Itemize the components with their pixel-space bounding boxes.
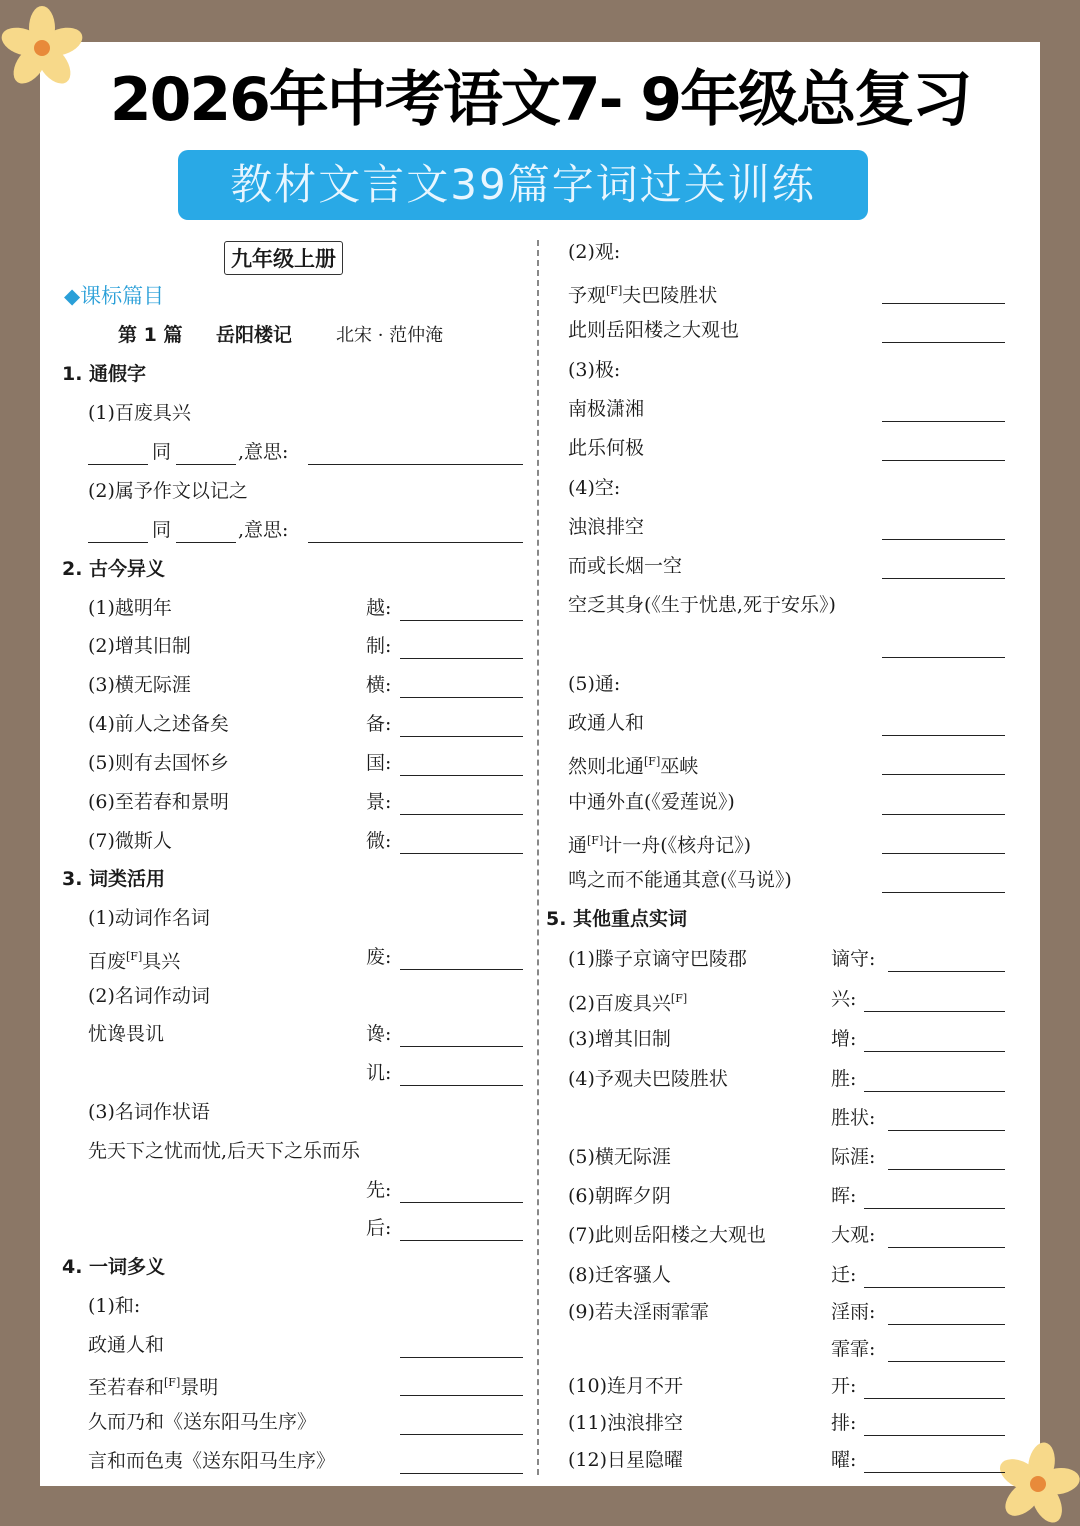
key-label: 讥: <box>366 1062 392 1084</box>
answer-blank[interactable] <box>176 542 236 543</box>
answer-blank[interactable] <box>882 303 1005 304</box>
page-title: 2026年中考语文7- 9年级总复习 <box>109 65 971 135</box>
subsection-label: (4)空: <box>568 477 621 499</box>
key-label: 谪守: <box>831 948 876 970</box>
example-sentence: 然则北通[F]巫峡 <box>568 755 699 778</box>
meaning-label: ,意思: <box>238 519 289 541</box>
answer-blank[interactable] <box>882 342 1005 343</box>
answer-blank[interactable] <box>308 464 523 465</box>
key-label: 景: <box>366 791 392 813</box>
key-label: 晖: <box>831 1185 857 1207</box>
question-item: (4)前人之述备矣 <box>88 713 229 735</box>
question-item: (3)增其旧制 <box>568 1028 671 1050</box>
key-label: 废: <box>366 946 392 968</box>
example-sentence: 此乐何极 <box>568 437 645 459</box>
meaning-label: ,意思: <box>238 441 289 463</box>
answer-blank[interactable] <box>888 1361 1005 1362</box>
tong-label: 同 <box>152 519 172 541</box>
key-label: 胜: <box>831 1068 857 1090</box>
answer-blank[interactable] <box>864 1287 1005 1288</box>
answer-blank[interactable] <box>400 620 523 621</box>
answer-blank[interactable] <box>888 971 1005 972</box>
answer-blank[interactable] <box>400 775 523 776</box>
section-heading: 1. 通假字 <box>62 363 147 385</box>
answer-blank[interactable] <box>400 1085 523 1086</box>
subsection-label: (1)动词作名词 <box>88 907 210 929</box>
example-sentence: 百废[F]具兴 <box>88 950 181 973</box>
question-item: (6)朝晖夕阴 <box>568 1185 671 1207</box>
example-sentence: 浊浪排空 <box>568 516 645 538</box>
tong-label: 同 <box>152 441 172 463</box>
answer-blank[interactable] <box>400 1046 523 1047</box>
answer-blank[interactable] <box>400 697 523 698</box>
question-item: (5)横无际涯 <box>568 1146 671 1168</box>
answer-blank[interactable] <box>400 969 523 970</box>
grade-label: 九年级上册 <box>224 241 343 275</box>
key-label: 微: <box>366 830 392 852</box>
answer-blank[interactable] <box>864 1435 1005 1436</box>
example-sentence: 政通人和 <box>568 712 645 734</box>
key-label: 越: <box>366 597 392 619</box>
subsection-label: (3)名词作状语 <box>88 1101 210 1123</box>
answer-blank[interactable] <box>400 1240 523 1241</box>
lesson-author: 北宋 · 范仲淹 <box>336 325 444 346</box>
subsection-label: (1)和: <box>88 1295 141 1317</box>
example-sentence: 至若春和[F]景明 <box>88 1376 219 1399</box>
question-item: (6)至若春和景明 <box>88 791 229 813</box>
answer-blank[interactable] <box>88 464 148 465</box>
key-label: 备: <box>366 713 392 735</box>
example-sentence: 南极潇湘 <box>568 398 645 420</box>
example-sentence: 鸣之而不能通其意(《马说》) <box>568 869 792 891</box>
answer-blank[interactable] <box>882 657 1005 658</box>
question-item: (3)横无际涯 <box>88 674 191 696</box>
answer-blank[interactable] <box>882 892 1005 893</box>
answer-blank[interactable] <box>888 1130 1005 1131</box>
subsection-label: (5)通: <box>568 673 621 695</box>
question-item: (9)若夫淫雨霏霏 <box>568 1301 709 1323</box>
example-sentence: 而或长烟一空 <box>568 555 683 577</box>
lesson-title: 岳阳楼记 <box>216 324 293 346</box>
question-item: (7)微斯人 <box>88 830 172 852</box>
example-sentence: 空乏其身(《生于忧患,死于安乐》) <box>568 594 836 616</box>
subsection-label: (3)极: <box>568 359 621 381</box>
question-item: (1)百废具兴 <box>88 402 191 424</box>
flower-decoration-icon <box>996 1442 1080 1526</box>
key-label: 曜: <box>831 1449 857 1471</box>
answer-blank[interactable] <box>882 460 1005 461</box>
subsection-label: (2)观: <box>568 241 621 263</box>
key-label: 霏霏: <box>831 1338 876 1360</box>
question-item: (5)则有去国怀乡 <box>88 752 229 774</box>
question-item: (4)予观夫巴陵胜状 <box>568 1068 728 1090</box>
example-sentence: 政通人和 <box>88 1334 165 1356</box>
answer-blank[interactable] <box>882 853 1005 854</box>
key-label: 开: <box>831 1375 857 1397</box>
question-item: (1)滕子京谪守巴陵郡 <box>568 948 747 970</box>
key-label: 后: <box>366 1217 392 1239</box>
answer-blank[interactable] <box>400 1202 523 1203</box>
answer-blank[interactable] <box>400 1473 523 1474</box>
question-item: (2)增其旧制 <box>88 635 191 657</box>
answer-blank[interactable] <box>864 1208 1005 1209</box>
example-sentence: 忧谗畏讥 <box>88 1023 165 1045</box>
key-label: 国: <box>366 752 392 774</box>
answer-blank[interactable] <box>400 814 523 815</box>
question-item: (7)此则岳阳楼之大观也 <box>568 1224 766 1246</box>
key-label: 排: <box>831 1412 857 1434</box>
answer-blank[interactable] <box>888 1169 1005 1170</box>
key-label: 际涯: <box>831 1146 876 1168</box>
answer-blank[interactable] <box>400 736 523 737</box>
answer-blank[interactable] <box>882 578 1005 579</box>
answer-blank[interactable] <box>864 1091 1005 1092</box>
column-divider <box>537 240 539 1475</box>
answer-blank[interactable] <box>882 735 1005 736</box>
answer-blank[interactable] <box>864 1398 1005 1399</box>
answer-blank[interactable] <box>400 1434 523 1435</box>
lesson-number: 第 1 篇 <box>118 324 183 346</box>
key-label: 兴: <box>831 988 857 1010</box>
example-sentence: 予观[F]夫巴陵胜状 <box>568 284 718 307</box>
example-sentence: 此则岳阳楼之大观也 <box>568 319 740 341</box>
subsection-label: (2)名词作动词 <box>88 985 210 1007</box>
answer-blank[interactable] <box>400 1357 523 1358</box>
category-label: ◆课标篇目 <box>64 284 165 308</box>
example-sentence: 中通外直(《爱莲说》) <box>568 791 735 813</box>
answer-blank[interactable] <box>882 421 1005 422</box>
answer-blank[interactable] <box>308 542 523 543</box>
answer-blank[interactable] <box>88 542 148 543</box>
question-item: (2)百废具兴[F] <box>568 992 688 1015</box>
answer-blank[interactable] <box>888 1324 1005 1325</box>
answer-blank[interactable] <box>400 853 523 854</box>
example-sentence: 言和而色夷《送东阳马生序》 <box>88 1450 336 1472</box>
question-item: (11)浊浪排空 <box>568 1412 684 1434</box>
section-heading: 4. 一词多义 <box>62 1256 166 1278</box>
section-heading: 3. 词类活用 <box>62 868 166 890</box>
key-label: 增: <box>831 1028 857 1050</box>
question-item: (12)日星隐曜 <box>568 1449 684 1471</box>
question-item: (10)连月不开 <box>568 1375 684 1397</box>
question-item: (8)迁客骚人 <box>568 1264 671 1286</box>
example-sentence: 通[F]计一舟(《核舟记》) <box>568 834 752 857</box>
answer-blank[interactable] <box>864 1472 1005 1473</box>
key-label: 先: <box>366 1179 392 1201</box>
subtitle-banner: 教材文言文39篇字词过关训练 <box>178 150 868 220</box>
question-item: (1)越明年 <box>88 597 172 619</box>
answer-blank[interactable] <box>882 774 1005 775</box>
key-label: 胜状: <box>831 1107 876 1129</box>
key-label: 横: <box>366 674 392 696</box>
answer-blank[interactable] <box>882 814 1005 815</box>
key-label: 淫雨: <box>831 1301 876 1323</box>
answer-blank[interactable] <box>888 1247 1005 1248</box>
key-label: 大观: <box>831 1224 876 1246</box>
example-sentence: 久而乃和《送东阳马生序》 <box>88 1411 317 1433</box>
question-item: (2)属予作文以记之 <box>88 480 248 502</box>
answer-blank[interactable] <box>864 1011 1005 1012</box>
answer-blank[interactable] <box>176 464 236 465</box>
answer-blank[interactable] <box>400 658 523 659</box>
answer-blank[interactable] <box>400 1395 523 1396</box>
answer-blank[interactable] <box>864 1051 1005 1052</box>
key-label: 谗: <box>366 1023 392 1045</box>
section-heading: 5. 其他重点实词 <box>546 908 688 930</box>
key-label: 制: <box>366 635 392 657</box>
answer-blank[interactable] <box>882 539 1005 540</box>
section-heading: 2. 古今异义 <box>62 558 166 580</box>
example-sentence: 先天下之忧而忧,后天下之乐而乐 <box>88 1140 361 1162</box>
key-label: 迁: <box>831 1264 857 1286</box>
